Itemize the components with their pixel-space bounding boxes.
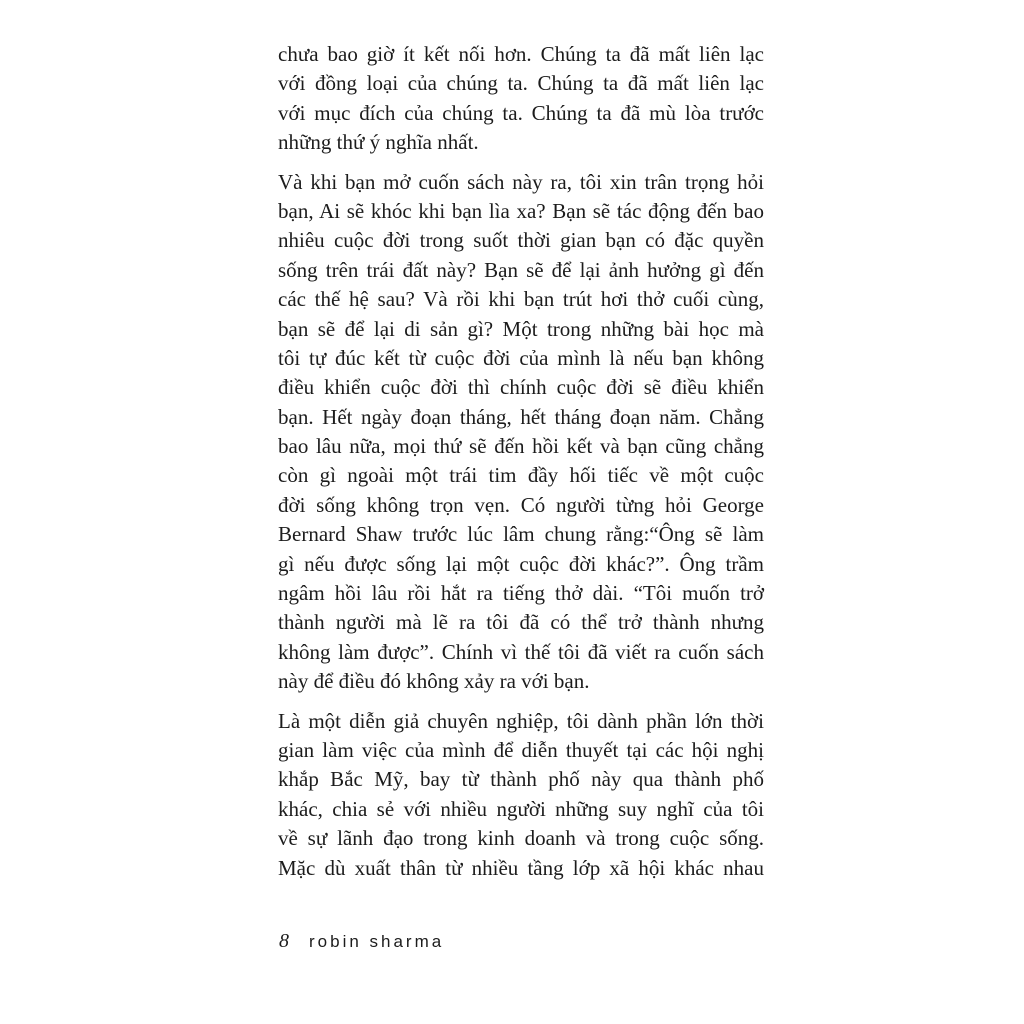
text-line: bạn sẽ để lại di sản gì? Một trong những bài học mà (278, 316, 764, 341)
text-line: gì nếu được sống lại một cuộc đời khác?”. Ông trầm (278, 551, 764, 576)
text-line: nhiêu cuộc đời trong suốt thời gian bạn có đặc quyền (278, 228, 764, 253)
text-line: còn gì ngoài một trái tim đầy hối tiếc về một cuộc (278, 463, 764, 488)
text-line: Mặc dù xuất thân từ nhiều tầng lớp xã hội khác nhau (278, 855, 764, 880)
paragraph (278, 707, 764, 883)
paragraph (278, 168, 764, 697)
text-line: sống trên trái đất này? Bạn sẽ để lại ảnh hưởng gì đến (278, 257, 764, 282)
text-line: Bernard Shaw trước lúc lâm chung rằng:“Ông sẽ làm (278, 522, 764, 547)
text-line: khắp Bắc Mỹ, bay từ thành phố này qua thành phố (278, 767, 764, 792)
page-footer (279, 930, 444, 953)
running-footer-author: robin sharma (309, 932, 445, 951)
book-page-body (278, 40, 764, 893)
text-line: bạn. Hết ngày đoạn tháng, hết tháng đoạn năm. Chẳng (278, 404, 764, 429)
text-line: với đồng loại của chúng ta. Chúng ta đã mất liên lạc (278, 71, 764, 96)
text-line: này để điều đó không xảy ra với bạn. (278, 669, 590, 694)
text-line: các thế hệ sau? Và rồi khi bạn trút hơi thở cuối cùng, (278, 287, 764, 312)
text-line: gian làm việc của mình để diễn thuyết tại các hội nghị (278, 737, 764, 762)
text-line: Và khi bạn mở cuốn sách này ra, tôi xin trân trọng hỏi (278, 169, 764, 194)
text-line: bao lâu nữa, mọi thứ sẽ đến hồi kết và bạn cũng chẳng (278, 434, 764, 459)
text-line: chưa bao giờ ít kết nối hơn. Chúng ta đã mất liên lạc (278, 42, 764, 66)
text-line: Là một diễn giả chuyên nghiệp, tôi dành phần lớn thời (278, 708, 764, 733)
text-line: với mục đích của chúng ta. Chúng ta đã mù lòa trước (278, 100, 764, 125)
text-line: thành người mà lẽ ra tôi đã có thể trở thành nhưng (278, 610, 764, 635)
paragraph (278, 40, 764, 158)
page-number: 8 (279, 930, 289, 952)
text-line: những thứ ý nghĩa nhất. (278, 130, 479, 155)
text-line: tôi tự đúc kết từ cuộc đời của mình là nếu bạn không (278, 345, 764, 370)
text-line: đời sống không trọn vẹn. Có người từng hỏi George (278, 492, 764, 517)
text-line: về sự lãnh đạo trong kinh doanh và trong cuộc sống. (278, 826, 764, 851)
text-line: không làm được”. Chính vì thế tôi đã viết ra cuốn sách (278, 639, 764, 664)
text-line: bạn, Ai sẽ khóc khi bạn lìa xa? Bạn sẽ tác động đến bao (278, 198, 764, 223)
text-line: khác, chia sẻ với nhiều người những suy nghĩ của tôi (278, 796, 764, 821)
text-line: điều khiển cuộc đời thì chính cuộc đời sẽ điều khiển (278, 375, 764, 400)
text-line: ngâm hồi lâu rồi hắt ra tiếng thở dài. “Tôi muốn trở (278, 581, 764, 606)
